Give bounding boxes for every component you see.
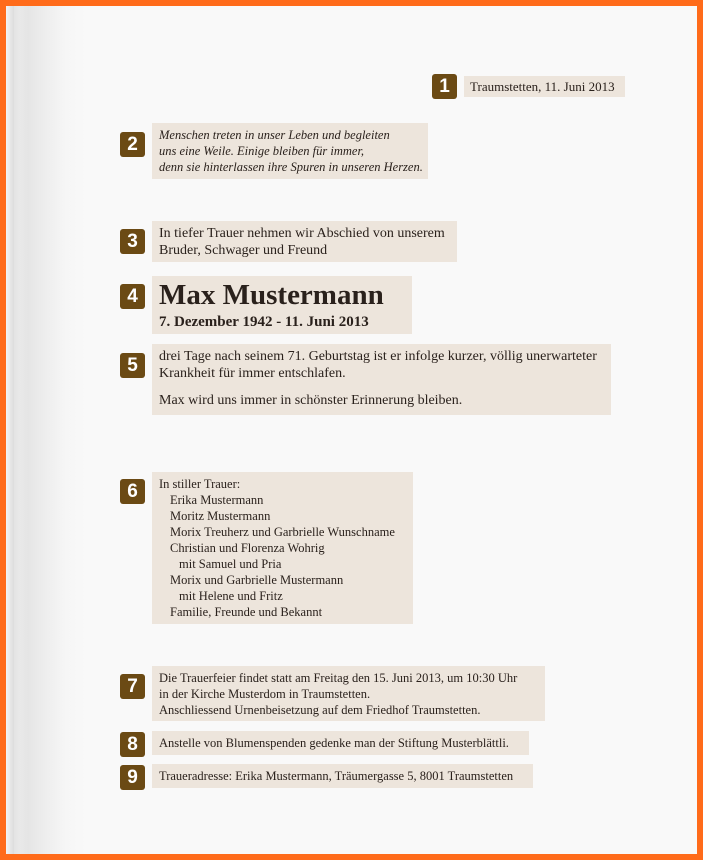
funeral-details-box — [152, 666, 545, 721]
date-location-text: Traumstetten, 11. Juni 2013 — [470, 79, 615, 94]
mourner: Christian und Florenza Wohrig — [170, 541, 325, 555]
mourning-address-text: Traueradresse: Erika Mustermann, Träumergasse 5, 8001 Traumstetten — [159, 769, 514, 783]
life-dates: 7. Dezember 1942 - 11. Juni 2013 — [159, 314, 369, 330]
donation-notice-box — [152, 731, 529, 755]
mourners-heading: In stiller Trauer: — [159, 477, 241, 491]
quote-box — [152, 123, 428, 179]
deceased-name: Max Mustermann — [159, 279, 384, 311]
announcement-intro-box — [152, 221, 457, 262]
section-number-5: 5 — [120, 353, 145, 378]
donation-text: Anstelle von Blumenspenden gedenke man der Stiftung Musterblättli. — [159, 736, 509, 750]
funeral-line: in der Kirche Musterdom in Traumstetten. — [159, 687, 371, 701]
section-number-7: 7 — [120, 674, 145, 699]
mourners-box — [152, 472, 413, 624]
obituary-page — [6, 6, 697, 854]
mourner: Morix Treuherz und Garbrielle Wunschname — [170, 525, 395, 539]
section-number-1: 1 — [432, 74, 457, 99]
section-number-8: 8 — [120, 732, 145, 757]
funeral-line: Die Trauerfeier findet statt am Freitag den 15. Juni 2013, um 10:30 Uhr — [159, 671, 518, 685]
mourner-children: mit Helene und Fritz — [179, 589, 283, 603]
mourner: Moritz Mustermann — [170, 509, 271, 523]
mourner: Morix und Garbrielle Mustermann — [170, 573, 344, 587]
section-number-2: 2 — [120, 132, 145, 157]
announcement-line: Bruder, Schwager und Freund — [159, 243, 328, 258]
deceased-name-box — [152, 276, 412, 334]
date-location-box — [464, 76, 625, 97]
remembrance-line: Max wird uns immer in schönster Erinnerung bleiben. — [159, 393, 463, 408]
page-spine-shadow — [6, 6, 14, 854]
mourner: Familie, Freunde und Bekannt — [170, 605, 323, 619]
section-number-4: 4 — [120, 284, 145, 309]
mourner-children: mit Samuel und Pria — [179, 557, 282, 571]
section-number-6: 6 — [120, 479, 145, 504]
quote-line: Menschen treten in unser Leben und begleiten — [159, 128, 390, 142]
announcement-line: In tiefer Trauer nehmen wir Abschied von unserem — [159, 226, 445, 241]
quote-line: denn sie hinterlassen ihre Spuren in unseren Herzen. — [159, 160, 423, 174]
funeral-line: Anschliessend Urnenbeisetzung auf dem Friedhof Traumstetten. — [159, 703, 481, 717]
section-number-3: 3 — [120, 229, 145, 254]
quote-line: uns eine Weile. Einige bleiben für immer, — [159, 144, 365, 158]
passing-notice-box — [152, 344, 611, 415]
mourner: Erika Mustermann — [170, 493, 264, 507]
section-number-9: 9 — [120, 765, 145, 790]
mourning-address-box — [152, 764, 533, 788]
passing-line: Krankheit für immer entschlafen. — [159, 366, 346, 381]
passing-line: drei Tage nach seinem 71. Geburtstag ist er infolge kurzer, völlig unerwarteter — [159, 349, 597, 364]
